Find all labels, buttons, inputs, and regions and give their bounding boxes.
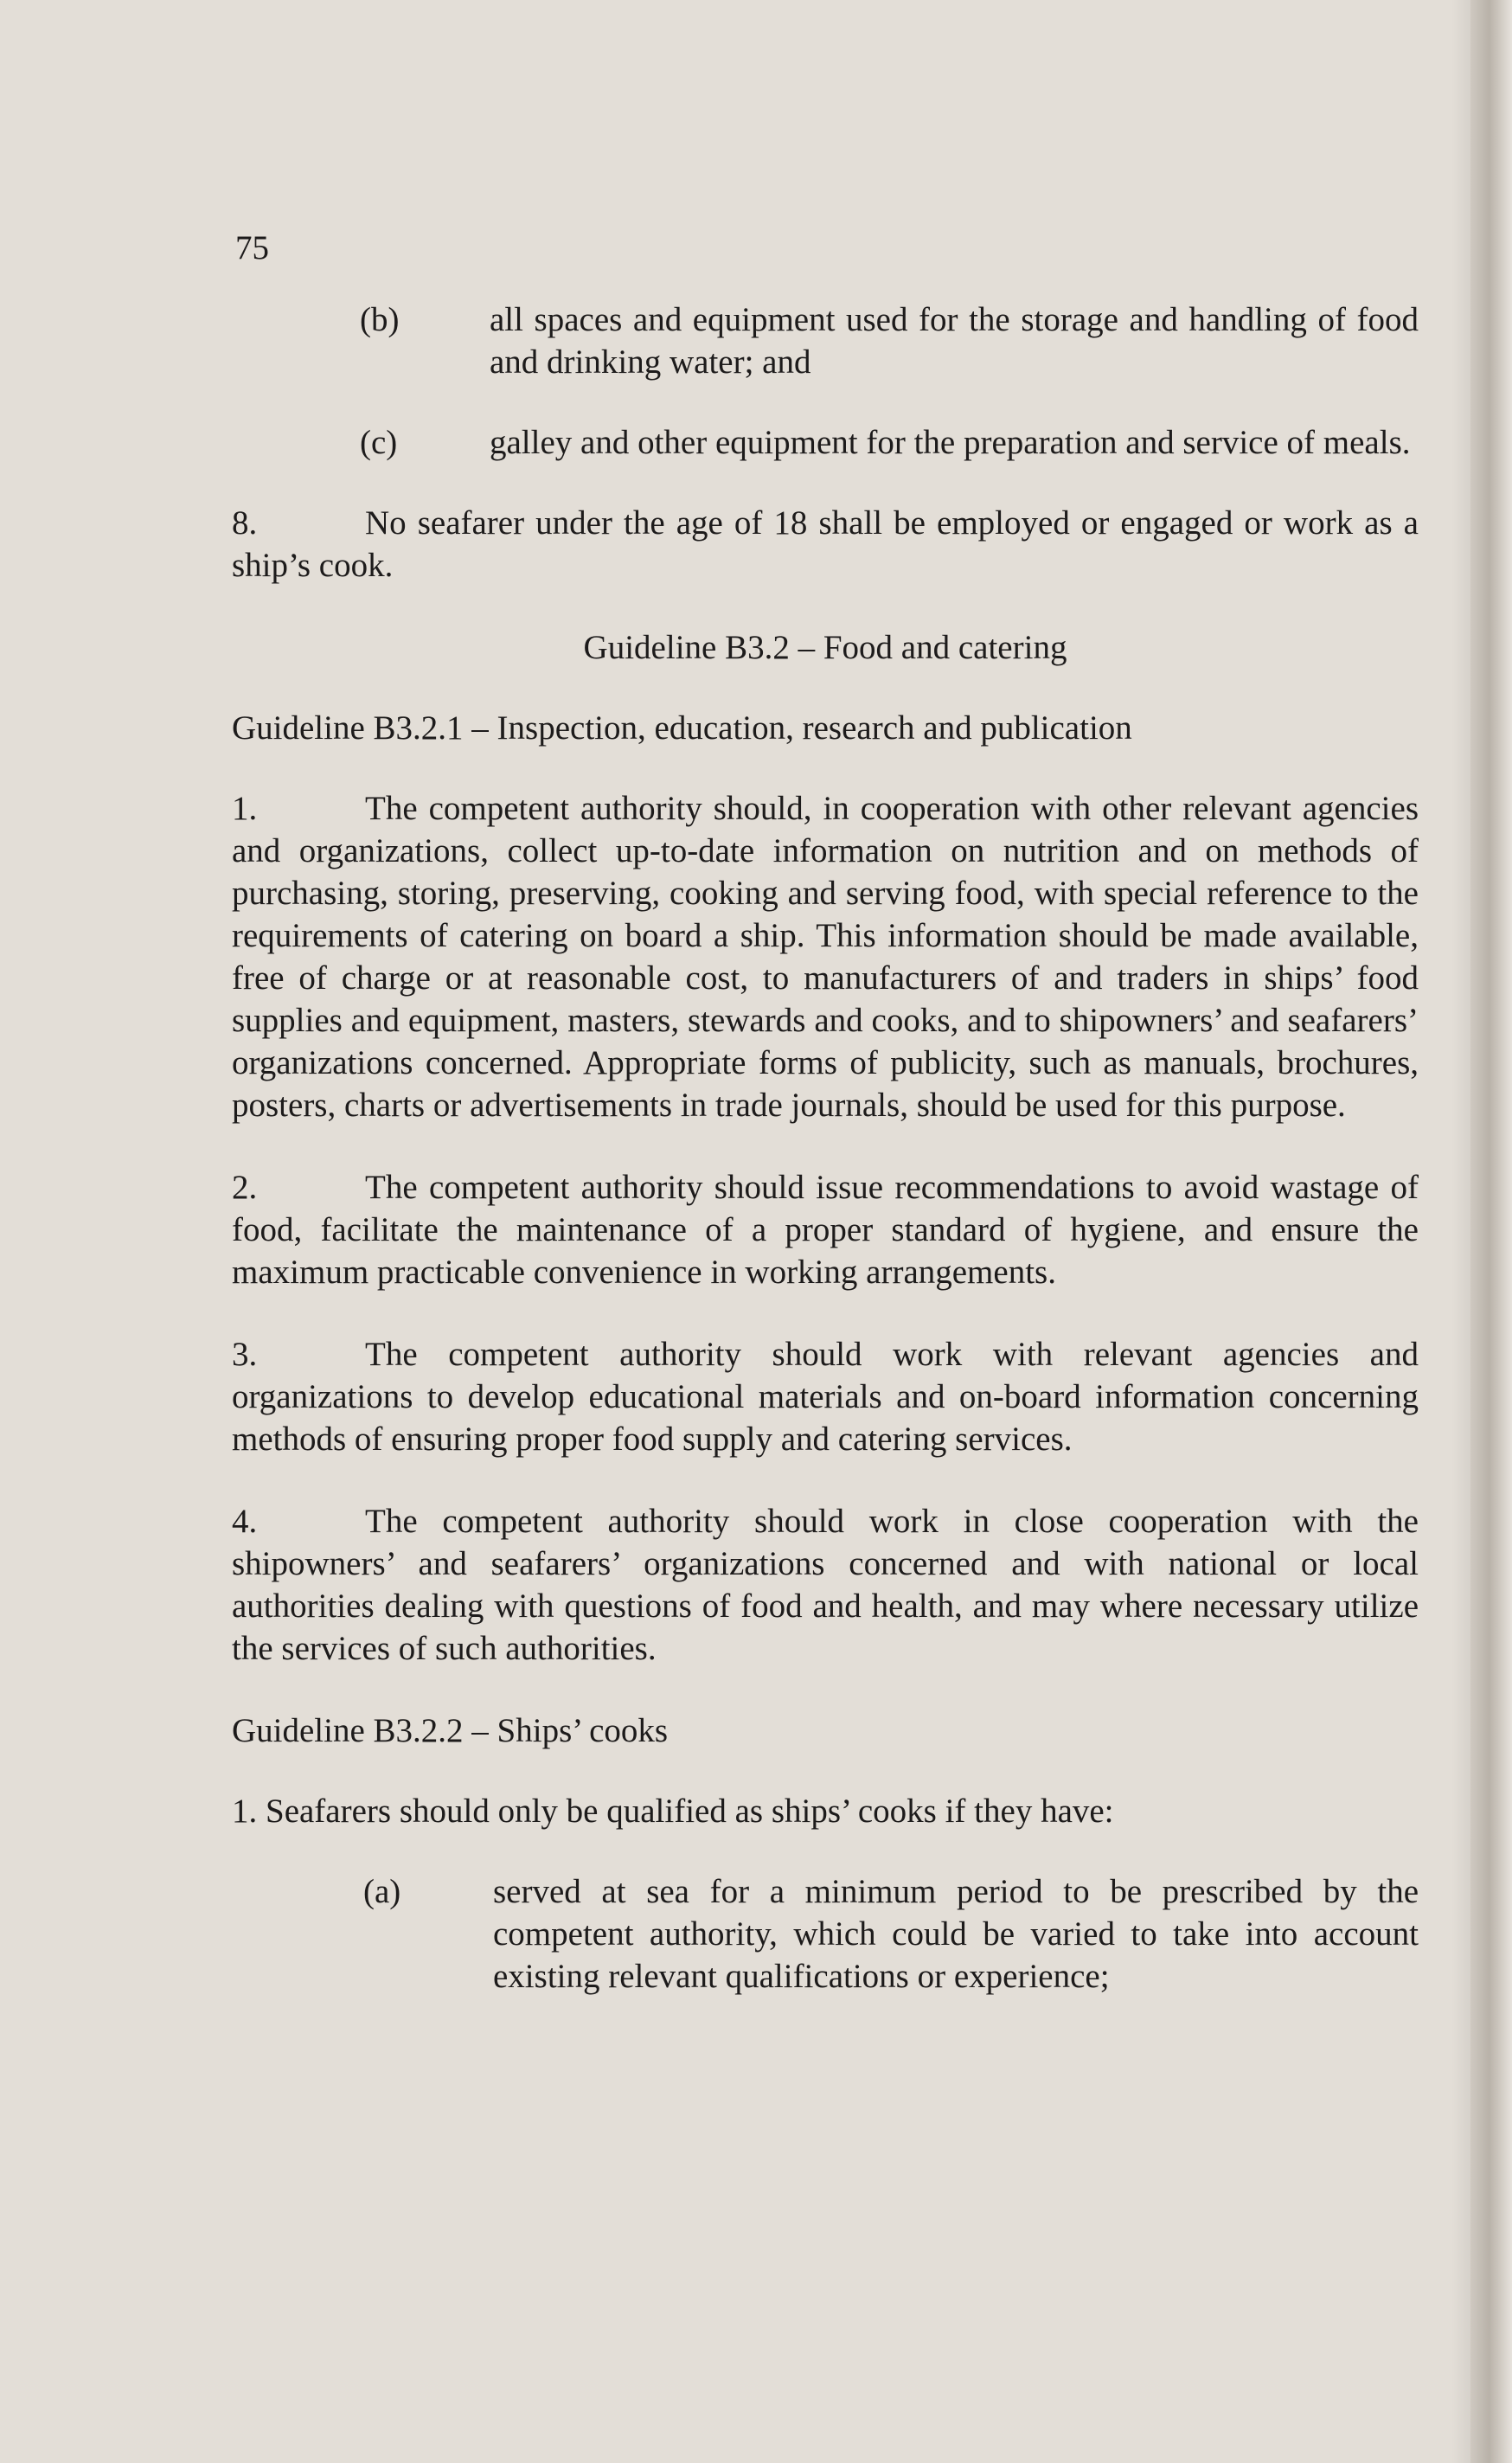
paragraph-8 xyxy=(232,502,1419,587)
page-number: 75 xyxy=(235,229,269,266)
guideline-b32-heading: Guideline B3.2 – Food and catering xyxy=(583,629,1067,666)
guideline-b321-heading: Guideline B3.2.1 – Inspection, education, research and publication xyxy=(232,709,1132,747)
paragraph-text: The competent authority should issue recommendations to avoid wastage of food, facilitate the maintenance of a proper standard of hygiene, and ensure the maximum practicable convenience in working arrangements. xyxy=(232,1169,1419,1291)
paragraph-number: 3. xyxy=(232,1336,258,1373)
paragraph-text: The competent authority should work with relevant agencies and organizations to develop educational materials and on-board information concerning methods of ensuring proper food supply and catering services. xyxy=(232,1336,1419,1458)
paragraph-number: 4. xyxy=(232,1503,258,1540)
b321-paragraph-1 xyxy=(232,787,1419,1126)
list-item-text: galley and other equipment for the preparation and service of meals. xyxy=(490,424,1411,461)
list-item-label: (a) xyxy=(363,1873,401,1910)
paragraph-text: No seafarer under the age of 18 shall be employed or engaged or work as a ship’s cook. xyxy=(232,504,1419,584)
document-page xyxy=(232,227,1419,2036)
list-item-label: (c) xyxy=(360,424,398,461)
paragraph-text: The competent authority should work in close cooperation with the shipowners’ and seafarers’ organizations concerned and with national or local authorities dealing with questions of food and health, and may where necessary utilize the services of such authorities. xyxy=(232,1503,1419,1667)
list-item-b xyxy=(232,298,1419,383)
b321-paragraph-2 xyxy=(232,1166,1419,1293)
b322-lead-paragraph: 1. Seafarers should only be qualified as ships’ cooks if they have: xyxy=(232,1793,1114,1830)
list-item-c xyxy=(232,421,1419,464)
page-edge xyxy=(1470,0,1512,2463)
paragraph-number: 1. xyxy=(232,790,258,827)
paragraph-number: 2. xyxy=(232,1169,258,1206)
list-item-text: served at sea for a minimum period to be prescribed by the competent authority, which could be varied to take into account existing relevant qualifications or experience; xyxy=(493,1873,1419,1995)
page-gutter-shadow xyxy=(1451,0,1470,2463)
b321-paragraph-3 xyxy=(232,1333,1419,1460)
paragraph-text: The competent authority should, in cooperation with other relevant agencies and organizations, collect up-to-date information on nutrition and on methods of purchasing, storing, preserving, cooking and serving food, with special reference to the requirements of catering on board a ship. This information should be made available, free of charge or at reasonable cost, to manufacturers of and traders in ships’ food supplies and equipment, masters, stewards and cooks, and to shipowners’ and seafarers’ organizations concerned. Appropriate forms of publicity, such as manuals, brochures, posters, charts or advertisements in trade journals, should be used for this purpose. xyxy=(232,790,1419,1124)
list-item-a xyxy=(232,1870,1419,1998)
paragraph-number: 8. xyxy=(232,504,258,542)
guideline-b322-heading: Guideline B3.2.2 – Ships’ cooks xyxy=(232,1712,669,1749)
list-item-text: all spaces and equipment used for the storage and handling of food and drinking water; and xyxy=(490,301,1419,381)
b321-paragraph-4 xyxy=(232,1500,1419,1670)
list-item-label: (b) xyxy=(360,301,400,338)
